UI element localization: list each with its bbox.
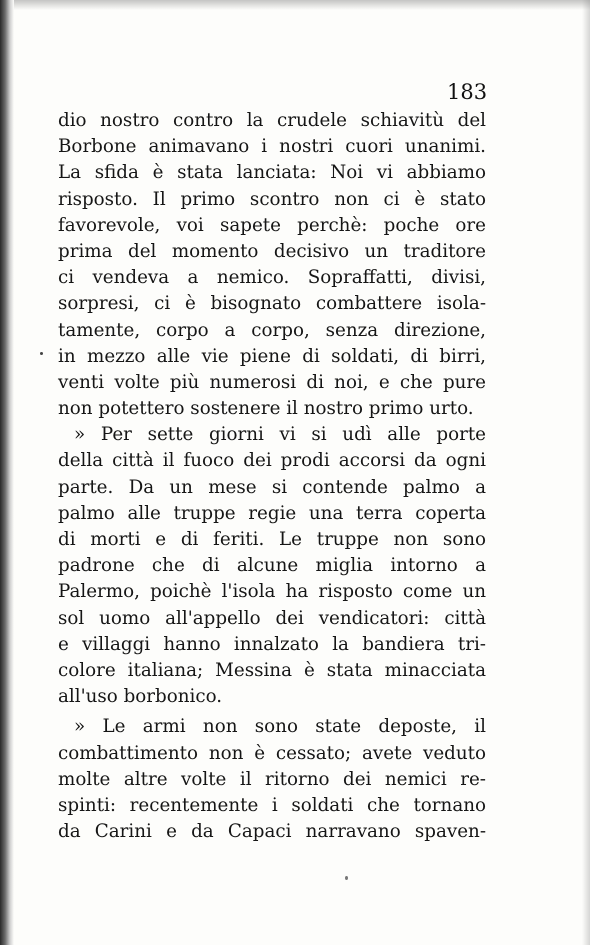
text-line: sorpresi, ci è bisognato combattere isola- bbox=[58, 293, 486, 315]
text-line: Borbone animavano i nostri cuori unanimi. bbox=[58, 136, 486, 158]
text-line: prima del momento decisivo un traditore bbox=[58, 240, 486, 262]
text-line: favorevole, voi sapete perchè: poche ore bbox=[58, 214, 486, 236]
spine-shadow bbox=[0, 0, 14, 945]
text-line: da Carini e da Capaci narravano spaven- bbox=[58, 821, 486, 843]
text-line: tamente, corpo a corpo, senza direzione, bbox=[58, 319, 486, 341]
text-line: venti volte più numerosi di noi, e che pure bbox=[58, 371, 486, 393]
text-line: » Le armi non sono state deposte, il bbox=[74, 716, 486, 738]
text-line: » Per sette giorni vi si udì alle porte bbox=[74, 424, 486, 446]
text-line: non potettero sostenere il nostro primo urto. bbox=[58, 398, 474, 420]
text-line: di morti e di feriti. Le truppe non sono bbox=[58, 529, 486, 550]
text-line: ci vendeva a nemico. Sopraffatti, divisi, bbox=[58, 267, 486, 289]
text-line: palmo alle truppe regie una terra coperta bbox=[58, 502, 486, 524]
text-line: dio nostro contro la crudele schiavitù del bbox=[58, 110, 486, 131]
body-text bbox=[58, 108, 486, 845]
text-line: combattimento non è cessato; avete veduto bbox=[58, 742, 486, 764]
text-line: sol uomo all'appello dei vendicatori: città bbox=[58, 607, 486, 629]
text-line: padrone che di alcune miglia intorno a bbox=[58, 555, 486, 577]
right-edge-shadow bbox=[582, 0, 590, 945]
text-line: parte. Da un mese si contende palmo a bbox=[58, 476, 486, 498]
text-line: Palermo, poichè l'isola ha risposto come un bbox=[58, 581, 486, 603]
text-line: colore italiana; Messina è stata minacciata bbox=[58, 659, 486, 681]
page-number: 183 bbox=[447, 80, 488, 104]
top-edge-shadow bbox=[14, 0, 590, 10]
text-line: della città il fuoco dei prodi accorsi da ogni bbox=[58, 450, 486, 472]
bottom-speck bbox=[345, 876, 348, 880]
text-line: risposto. Il primo scontro non ci è stato bbox=[58, 188, 486, 210]
margin-speck bbox=[40, 352, 43, 355]
text-line: molte altre volte il ritorno dei nemici re- bbox=[58, 768, 486, 790]
text-line: all'uso borbonico. bbox=[58, 686, 223, 708]
text-line: La sfida è stata lanciata: Noi vi abbiamo bbox=[58, 162, 486, 184]
text-line: in mezzo alle vie piene di soldati, di birri, bbox=[58, 345, 486, 367]
text-line: e villaggi hanno innalzato la bandiera tri- bbox=[58, 633, 486, 655]
text-line: spinti: recentemente i soldati che tornano bbox=[58, 794, 486, 816]
